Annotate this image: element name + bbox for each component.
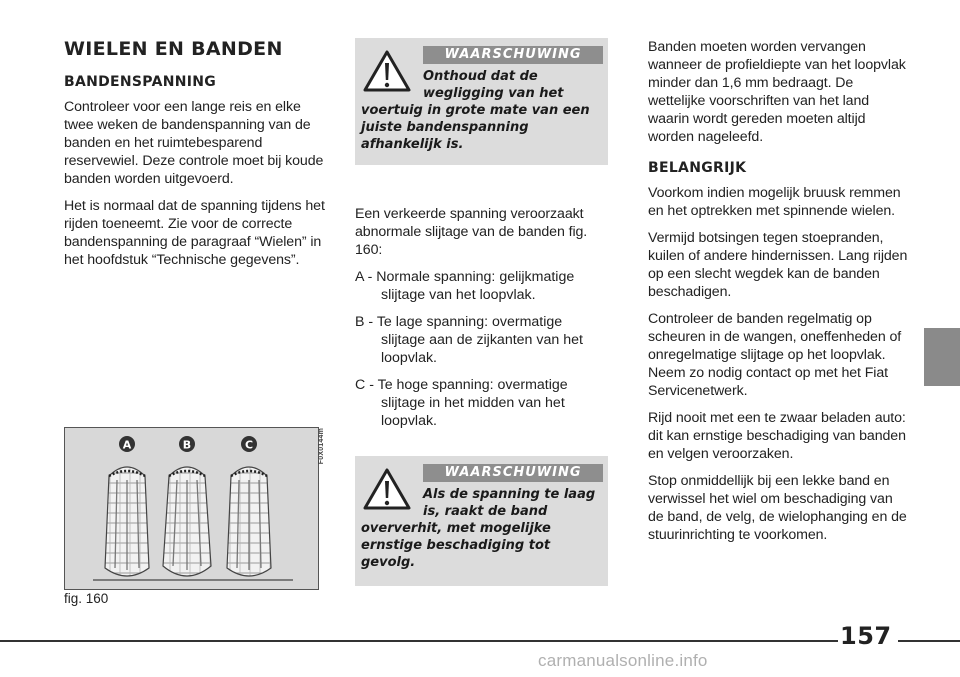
- section-title: WIELEN EN BANDEN: [64, 38, 283, 60]
- list-item: C - Te hoge spanning: overmatige slijtage in het midden van het loopvlak.: [355, 377, 568, 429]
- tire-wear-illustration: [65, 428, 318, 589]
- figure-code: F0X0144m: [318, 428, 325, 465]
- label-b: B: [182, 438, 192, 452]
- footer-rule: [0, 640, 838, 642]
- paragraph: Banden moeten worden vervangen wanneer de profieldiepte van het loopvlak minder dan 1,6 mm bedraagt. De wettelijke voorschriften van het land waarin wordt gereden moeten altijd worden nageleefd.: [648, 39, 906, 145]
- chapter-tab: [924, 328, 960, 386]
- paragraph: Vermijd botsingen tegen stoepranden, kuilen of andere hindernissen. Lang rijden op een slecht wegdek kan de banden beschadigen.: [648, 230, 908, 300]
- paragraph: Voorkom indien mogelijk bruusk remmen en het optrekken met spinnende wielen.: [648, 185, 901, 219]
- paragraph: Controleer de banden regelmatig op scheuren in de wangen, oneffenheden of onregelmatige slijtage op het loopvlak. Neem zo nodig contact op met het Fiat Servicenetwerk.: [648, 311, 902, 399]
- tire-c: [227, 467, 271, 576]
- figure-caption: fig. 160: [64, 591, 109, 606]
- column-right: [648, 38, 910, 553]
- warning-label: WAARSCHUWING: [423, 46, 603, 64]
- warning-text-indented: Als de spanning te laag is, raakt de band: [423, 487, 596, 519]
- footer-rule: [898, 640, 960, 642]
- paragraph: Rijd nooit met een te zwaar beladen auto: dit kan ernstige beschadiging van banden en velgen veroorzaken.: [648, 410, 906, 462]
- paragraph: Controleer voor een lange reis en elke twee weken de bandenspanning van de banden en het ruimtebesparend reservewiel. Deze controle moet bij koude banden worden uitgevoerd.: [64, 99, 324, 187]
- tire-b: [163, 467, 211, 576]
- warning-box-2: [355, 456, 608, 586]
- warning-text: [361, 68, 605, 153]
- list-item: B - Te lage spanning: overmatige slijtage aan de zijkanten van het loopvlak.: [355, 314, 583, 366]
- warning-text-rest: voertuig in grote mate van een juiste bandenspanning afhankelijk is.: [361, 103, 590, 152]
- paragraph: Het is normaal dat de spanning tijdens het rijden toeneemt. Zie voor de correcte bandenspanning de paragraaf “Wielen” in het hoofdstuk “Technische gegevens”.: [64, 198, 325, 268]
- subsection-title: BANDENSPANNING: [64, 74, 217, 90]
- warning-text: [361, 486, 605, 571]
- warning-text-rest: oververhit, met mogelijke ernstige beschadiging tot gevolg.: [361, 521, 551, 570]
- page-number: 157: [840, 622, 892, 650]
- column-middle: [355, 205, 610, 439]
- warning-label: WAARSCHUWING: [423, 464, 603, 482]
- tire-a: [105, 467, 149, 576]
- warning-text-indented: Onthoud dat de wegligging van het: [423, 69, 564, 101]
- column-left: [64, 38, 326, 278]
- important-heading: BELANGRIJK: [648, 160, 747, 176]
- paragraph: Stop onmiddellijk bij een lekke band en verwissel het wiel om beschadiging van de band, de velg, de wielophanging en de stuurinrichting te voorkomen.: [648, 473, 907, 543]
- label-c: C: [244, 438, 254, 452]
- tire-wear-figure: [64, 427, 319, 590]
- paragraph: Een verkeerde spanning veroorzaakt abnormale slijtage van de banden fig. 160:: [355, 206, 588, 258]
- warning-box-1: [355, 38, 608, 165]
- list-item: A - Normale spanning: gelijkmatige slijtage van het loopvlak.: [355, 269, 575, 303]
- watermark: carmanualsonline.info: [538, 651, 708, 670]
- label-a: A: [122, 438, 132, 452]
